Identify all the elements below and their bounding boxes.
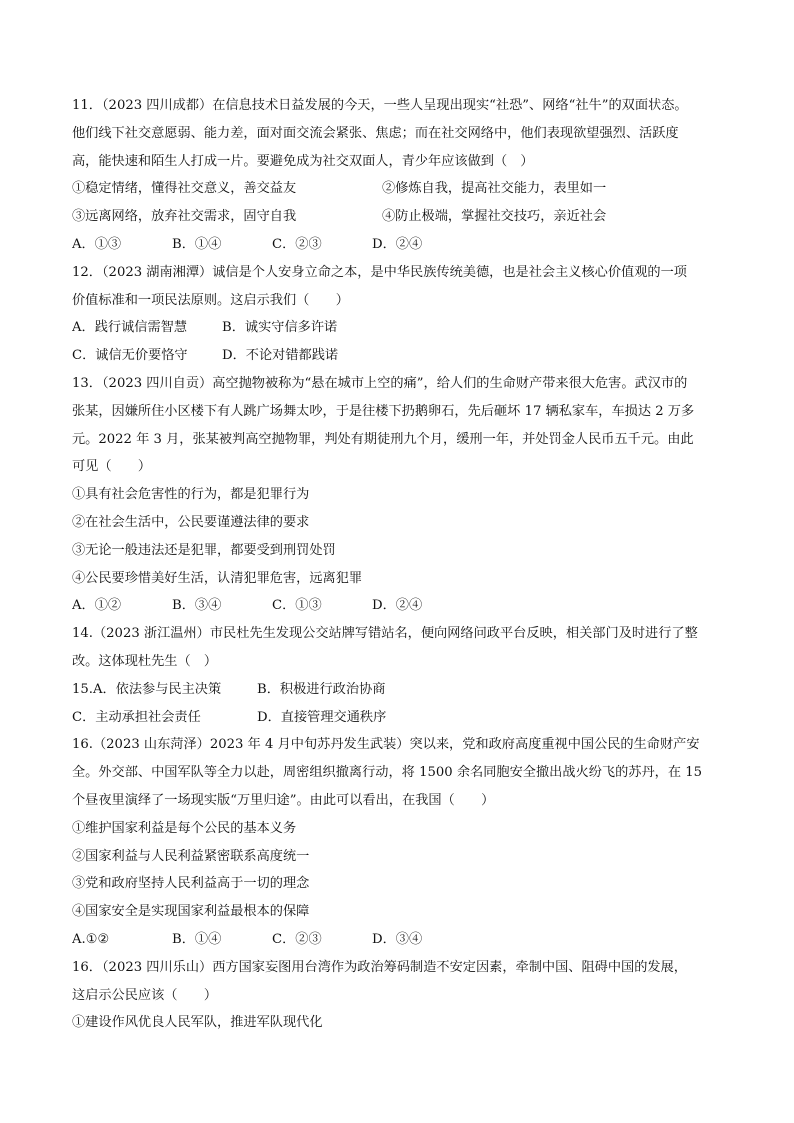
statement-row [72,175,732,203]
question-text-line: 全。外交部、中国军队等全力以赴，周密组织撤离行动，将 1500 余名同胞安全撤出战火纷飞的苏丹，在 15 [72,765,702,781]
answer-options [72,314,732,342]
question-16-heze [72,731,732,953]
answer-options [72,231,732,259]
question-text-line: 元。2022 年 3 月，张某被判高空抛物罪，判处有期徒刑九个月，缓刑一年，并处罚金人民币五千元。由此 [72,431,694,447]
question-13 [72,370,732,620]
statement-item: ②在社会生活中，公民要谨遵法律的要求 [72,514,310,530]
statement-item: ②国家利益与人民利益紧密联系高度统一 [72,848,310,864]
question-text-line: 14.（2023 浙江温州）市民杜先生发现公交站牌写错站名，便向网络问政平台反映，相关部门及时进行了整 [72,626,698,642]
option-c: C．主动承担社会责任 [72,709,201,725]
question-text-line: 11．（2023 四川成都）在信息技术日益发展的今天，一些人呈现出现实“社恐”、网络“社牛”的双面状态。 [72,98,688,113]
answer-options [72,926,732,954]
question-text-line: 高，能快速和陌生人打成一片。要避免成为社交双面人，青少年应该做到（ ） [72,153,534,169]
option-c: C．①③ [272,598,322,614]
option-a: A．①② [72,598,122,614]
option-d: D．直接管理交通秩序 [257,709,387,725]
option-d: D．②④ [372,598,423,614]
statement-item: ④防止极端，掌握社交技巧，亲近社会 [382,209,607,225]
question-text-line: 16．（2023 四川乐山）西方国家妄图用台湾作为政治筹码制造不安定因素，牵制中国、阻碍中国的发展， [72,959,687,975]
question-12 [72,259,732,370]
answer-options [72,676,732,704]
statement-item: ④公民要珍惜美好生活，认清犯罪危害，远离犯罪 [72,570,363,586]
option-a: A.①② [72,931,110,947]
question-text-line: 张某，因嫌所住小区楼下有人跳广场舞太吵，于是往楼下扔鹅卵石，先后砸坏 17 辆私家车，车损达 2 万多 [72,403,695,419]
statement-item: ①维护国家利益是每个公民的基本义务 [72,820,297,836]
statement-item: ③远离网络，放弃社交需求，固守自我 [72,209,297,225]
option-a: 15.A．依法参与民主决策 [72,681,222,697]
question-list [72,92,732,1037]
statement-item: ①建设作风优良人民军队，推进军队现代化 [72,1015,323,1031]
question-11 [72,92,732,259]
option-b: B．①④ [172,931,222,947]
option-a: A．践行诚信需智慧 [72,320,188,336]
question-text-line: 16.（2023 山东菏泽）2023 年 4 月中旬苏丹发生武装）突以来，党和政府高度重视中国公民的生命财产安 [72,737,700,753]
option-d: D．不论对错都践诺 [222,348,339,364]
option-b: B．①④ [172,236,222,252]
question-text-line: 改。这体现杜先生（ ） [72,653,218,669]
question-text-line: 他们线下社交意愿弱、能力差，面对面交流会紧张、焦虑；而在社交网络中，他们表现欲望强烈、活跃度 [72,125,679,141]
answer-options [72,592,732,620]
statement-item: ③党和政府坚持人民利益高于一切的理念 [72,876,310,892]
question-text-line: 个昼夜里演绎了一场现实版“万里归途”。由此可以看出，在我国（ ） [72,792,495,808]
statement-item: ②修炼自我，提高社交能力，表里如一 [382,181,607,197]
statement-item: ④国家安全是实现国家利益最根本的保障 [72,904,310,920]
question-text-line: 价值标准和一项民法原则。这启示我们（ ） [72,292,349,308]
statement-item: ①稳定情绪，懂得社交意义，善交益友 [72,181,297,197]
option-b: B．③④ [172,598,222,614]
question-text-line: 13．（2023 四川自贡）高空抛物被称为“悬在城市上空的痛”，给人们的生命财产带来很大危害。武汉市的 [72,375,688,391]
answer-options [72,342,732,370]
option-d: D．③④ [372,931,423,947]
question-text-line: 12．（2023 湖南湘潭）诚信是个人安身立命之本，是中华民族传统美德，也是社会主义核心价值观的一项 [72,264,687,280]
statement-item: ①具有社会危害性的行为，都是犯罪行为 [72,487,310,503]
statement-row [72,203,732,231]
option-d: D．②④ [372,236,423,252]
option-c: C．②③ [272,931,322,947]
question-text-line: 可见（ ） [72,459,152,475]
question-16-leshan [72,954,732,1037]
option-c: C．诚信无价要恪守 [72,348,188,364]
question-text-line: 这启示公民应该（ ） [72,987,218,1003]
statement-item: ③无论一般违法还是犯罪，都要受到刑罚处罚 [72,542,336,558]
option-c: C．②③ [272,236,322,252]
option-a: A．①③ [72,236,122,252]
option-b: B．诚实守信多许诺 [222,320,338,336]
option-b: B．积极进行政治协商 [257,681,386,697]
answer-options [72,704,732,732]
question-14 [72,620,732,731]
